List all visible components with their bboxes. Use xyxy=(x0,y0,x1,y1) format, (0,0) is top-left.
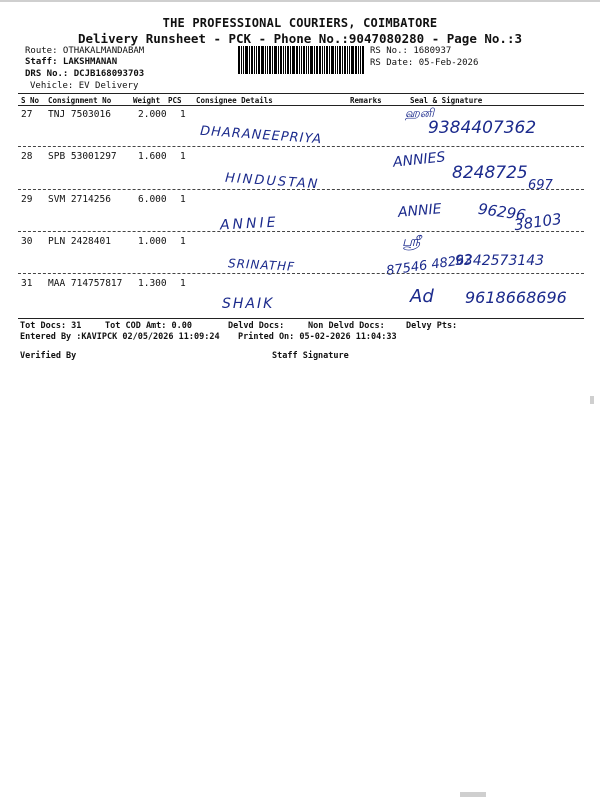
row-weight: 1.300 xyxy=(138,278,167,289)
entered-by: Entered By :KAVIPCK 02/05/2026 11:09:24 xyxy=(20,332,220,342)
barcode-bar xyxy=(326,46,328,74)
barcode-bar xyxy=(258,46,260,74)
barcode-bar xyxy=(265,46,266,74)
barcode-bar xyxy=(310,46,313,74)
table-bottom-rule xyxy=(18,318,584,319)
barcode-bar xyxy=(319,46,321,74)
handwritten-consignee: SHAIK xyxy=(222,296,275,312)
row-divider xyxy=(18,189,584,190)
barcode-bar xyxy=(337,46,338,74)
barcode-bar xyxy=(339,46,341,74)
barcode-bar xyxy=(254,46,255,74)
handwritten-extra: 9342573143 xyxy=(455,253,545,269)
row-sno: 29 xyxy=(21,194,33,205)
scan-edge xyxy=(0,0,600,2)
barcode-bar xyxy=(335,46,336,74)
printed-on: Printed On: 05-02-2026 11:04:33 xyxy=(238,332,397,342)
barcode-bar xyxy=(280,46,282,74)
barcode-bar xyxy=(261,46,264,74)
row-weight: 1.600 xyxy=(138,151,167,162)
row-divider xyxy=(18,231,584,232)
handwritten-signature: ANNIES xyxy=(392,149,447,171)
col-remarks: Remarks xyxy=(350,96,382,105)
col-sno: S No xyxy=(21,96,40,105)
table-top-rule xyxy=(18,93,584,94)
barcode-bar xyxy=(342,46,343,74)
handwritten-phone: 87546 48262 xyxy=(385,252,474,279)
handwritten-phone: 8248725 xyxy=(452,163,528,183)
barcode-bar xyxy=(301,46,302,74)
row-sno: 31 xyxy=(21,278,33,289)
row-consignment: SPB 53001297 xyxy=(48,151,117,162)
staff-signature: Staff Signature xyxy=(272,351,349,361)
col-consignee: Consignee Details xyxy=(196,96,273,105)
barcode-bar xyxy=(249,46,250,74)
drs-number: DRS No.: DCJB168093703 xyxy=(25,69,145,79)
row-sno: 27 xyxy=(21,109,33,120)
handwritten-phone: 96296 xyxy=(476,199,527,225)
row-weight: 1.000 xyxy=(138,236,167,247)
handwritten-extra: 38103 xyxy=(512,209,563,235)
company-name: THE PROFESSIONAL COURIERS, COIMBATORE xyxy=(162,16,438,30)
row-sno: 28 xyxy=(21,151,33,162)
barcode-bar xyxy=(358,46,359,74)
barcode-bar xyxy=(306,46,307,74)
handwritten-signature: ANNIE xyxy=(397,201,443,221)
row-pcs: 1 xyxy=(180,151,186,162)
verified-by: Verified By xyxy=(20,351,77,361)
barcode-bar xyxy=(256,46,257,74)
handwritten-phone: 9618668696 xyxy=(465,288,567,307)
delivery-points: Delvy Pts: xyxy=(406,321,458,331)
barcode-bar xyxy=(360,46,361,74)
table-header-rule xyxy=(18,105,584,106)
runsheet-title: Delivery Runsheet - PCK - Phone No.:9047080280 - Page No.:3 xyxy=(77,31,522,46)
staff-label: Staff: LAKSHMANAN xyxy=(25,57,118,67)
barcode-bar xyxy=(314,46,315,74)
barcode-bar xyxy=(303,46,305,74)
barcode-bar xyxy=(272,46,273,74)
barcode-bar xyxy=(238,46,240,74)
barcode-bar xyxy=(287,46,289,74)
row-pcs: 1 xyxy=(180,194,186,205)
row-pcs: 1 xyxy=(180,109,186,120)
handwritten-phone: 9384407362 xyxy=(428,118,537,138)
barcode-bar xyxy=(344,46,346,74)
non-delivered-docs: Non Delvd Docs: xyxy=(308,321,385,331)
handwritten-signature: ஹனி xyxy=(405,106,435,120)
row-divider xyxy=(18,146,584,147)
handwritten-signature: Ad xyxy=(410,286,434,307)
handwritten-extra: 697 xyxy=(528,178,553,193)
barcode-bar xyxy=(362,46,364,74)
col-weight: Weight xyxy=(133,96,161,105)
row-weight: 2.000 xyxy=(138,109,167,120)
barcode-bar xyxy=(308,46,309,74)
barcode-bar xyxy=(292,46,295,74)
barcode-bar xyxy=(251,46,253,74)
barcode-bar xyxy=(274,46,277,74)
row-divider xyxy=(18,273,584,274)
barcode-bar xyxy=(278,46,279,74)
rs-date: RS Date: 05-Feb-2026 xyxy=(370,58,479,68)
barcode-bar xyxy=(322,46,323,74)
handwritten-consignee: SRINATHF xyxy=(227,256,296,274)
col-consignment: Consignment No xyxy=(48,96,112,105)
row-consignment: TNJ 7503016 xyxy=(48,109,111,120)
barcode-bar xyxy=(351,46,354,74)
barcode-bar xyxy=(347,46,348,74)
total-docs: Tot Docs: 31 xyxy=(20,321,82,331)
total-cod-amount: Tot COD Amt: 0.00 xyxy=(105,321,192,331)
route-label: Route: OTHAKALMANDABAM xyxy=(25,46,145,56)
col-pcs: PCS xyxy=(168,96,182,105)
barcode-bar xyxy=(285,46,286,74)
barcode-bar xyxy=(316,46,318,74)
barcode xyxy=(238,46,366,74)
barcode-bar xyxy=(299,46,300,74)
rs-number: RS No.: 1680937 xyxy=(370,46,452,56)
handwritten-consignee: DHARANEEPRIYA xyxy=(199,123,323,148)
handwritten-consignee: ANNIE xyxy=(219,214,279,234)
barcode-bar xyxy=(331,46,334,74)
scan-mark xyxy=(590,396,594,404)
handwritten-consignee: HINDUSTAN xyxy=(224,170,320,193)
barcode-bar xyxy=(296,46,298,74)
handwritten-signature: ஸ்ரீ xyxy=(402,234,421,250)
barcode-bar xyxy=(243,46,244,74)
barcode-bar xyxy=(290,46,291,74)
row-weight: 6.000 xyxy=(138,194,167,205)
row-sno: 30 xyxy=(21,236,33,247)
row-consignment: MAA 714757817 xyxy=(48,278,123,289)
row-consignment: SVM 2714256 xyxy=(48,194,111,205)
barcode-bar xyxy=(283,46,284,74)
barcode-bar xyxy=(349,46,350,74)
row-consignment: PLN 2428401 xyxy=(48,236,111,247)
barcode-bar xyxy=(329,46,330,74)
scan-mark xyxy=(460,792,486,797)
barcode-bar xyxy=(267,46,268,74)
row-pcs: 1 xyxy=(180,236,186,247)
barcode-bar xyxy=(269,46,271,74)
barcode-bar xyxy=(324,46,325,74)
delivered-docs: Delvd Docs: xyxy=(228,321,285,331)
barcode-bar xyxy=(241,46,242,74)
barcode-bar xyxy=(245,46,248,74)
row-pcs: 1 xyxy=(180,278,186,289)
vehicle-label: Vehicle: EV Delivery xyxy=(30,81,139,91)
col-seal: Seal & Signature xyxy=(410,96,483,105)
barcode-bar xyxy=(355,46,357,74)
